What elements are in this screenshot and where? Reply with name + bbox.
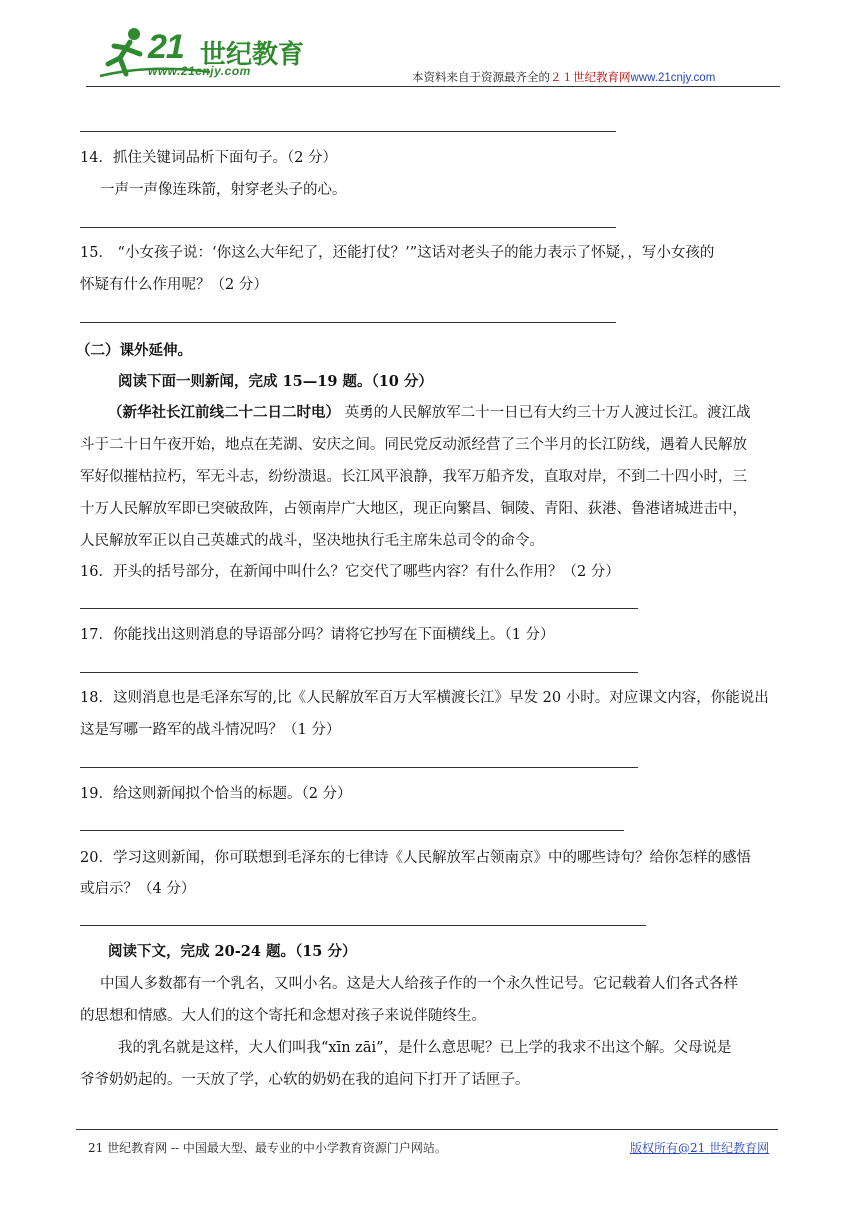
passage-para1-line2: 的思想和情感。大人们的这个寄托和念想对孩子来说伴随终生。 <box>80 1008 486 1024</box>
logo-url: www.21cnjy.com <box>148 64 251 78</box>
header-divider <box>86 86 780 87</box>
news-line-5: 人民解放军正以自己英雄式的战斗，坚决地执行毛主席朱总司令的命令。 <box>80 533 544 549</box>
question-18-line2: 这是写哪一路军的战斗情况吗？（1 分） <box>80 722 341 738</box>
question-18-line1: 18．这则消息也是毛泽东写的,比《人民解放军百万大军横渡长江》早发 20 小时。对应课文内容，你能说出 <box>80 690 769 706</box>
header-note <box>412 69 715 85</box>
question-20-line1: 20．学习这则新闻，你可联想到毛泽东的七律诗《人民解放军占领南京》中的哪些诗句？给你怎样的感悟 <box>80 850 751 866</box>
passage-para2-line1: 我的乳名就是这样，大人们叫我“xīn zāi”，是什么意思呢？已上学的我求不出这个解。父母说是 <box>118 1040 732 1056</box>
answer-line-q20[interactable] <box>80 925 646 926</box>
answer-line-q15[interactable] <box>80 322 616 323</box>
answer-line-q18[interactable] <box>80 767 638 768</box>
section-2-instruction-text: 阅读下面一则新闻，完成 15—19 题。（10 分） <box>118 373 433 390</box>
news-dateline: （新华社长江前线二十二日二时电） <box>108 404 340 421</box>
question-19: 19．给这则新闻拟个恰当的标题。（2 分） <box>80 786 352 802</box>
answer-line-q13[interactable] <box>80 131 616 132</box>
news-line-4: 十万人民解放军即已突破敌阵，占领南岸广大地区，现正向繁昌、铜陵、青阳、荻港、鲁港诸城进击中， <box>80 501 747 517</box>
news-line-2: 斗于二十日午夜开始，地点在芜湖、安庆之间。同民党反动派经营了三个半月的长江防线，遇着人民解放 <box>80 437 747 453</box>
answer-line-q17[interactable] <box>80 672 638 673</box>
question-14: 14．抓住关键词品析下面句子。（2 分） <box>80 150 338 166</box>
news-line-3: 军好似摧枯拉朽，军无斗志，纷纷溃退。长江风平浪静，我军万船齐发，直取对岸，不到二十四小时，三 <box>80 469 747 485</box>
news-line-1-text: 英勇的人民解放军二十一日已有大约三十万人渡过长江。渡江战 <box>344 405 751 421</box>
passage-para2-line2: 爷爷奶奶起的。一天放了学，心软的奶奶在我的追问下打开了话匣子。 <box>80 1072 530 1088</box>
question-20-line2: 或启示？（4 分） <box>80 881 196 897</box>
header-note-brand: ２１世纪教育网 <box>550 70 631 84</box>
section-3-instruction: 阅读下文，完成 20-24 题。（15 分） <box>108 943 357 960</box>
question-16: 16．开头的括号部分，在新闻中叫什么？它交代了哪些内容？有什么作用？（2 分） <box>80 564 620 580</box>
passage-para1-line1: 中国人多数都有一个乳名，又叫小名。这是大人给孩子作的一个永久性记号。它记载着人们各式各样 <box>100 976 738 992</box>
question-15-line2: 怀疑有什么作用呢？（2 分） <box>80 277 268 293</box>
footer-text: 21 世纪教育网 -- 中国最大型、最专业的中小学教育资源门户网站。 <box>88 1141 447 1155</box>
footer-divider <box>76 1129 778 1130</box>
section-2-instruction <box>118 372 433 392</box>
header-note-url[interactable]: www.21cnjy.com <box>630 72 716 84</box>
footer-copyright-link[interactable]: 版权所有@21 世纪教育网 <box>630 1141 770 1155</box>
logo-text: 世纪教育 <box>200 40 305 70</box>
answer-line-q14[interactable] <box>80 227 616 228</box>
answer-line-q19[interactable] <box>80 830 624 831</box>
answer-line-q16[interactable] <box>80 608 638 609</box>
header-note-prefix: 本资料来自于资源最齐全的 <box>412 70 550 84</box>
section-2-heading: （二）课外延伸。 <box>76 342 192 359</box>
question-17: 17．你能找出这则消息的导语部分吗？请将它抄写在下面横线上。（1 分） <box>80 627 555 643</box>
news-line-1 <box>108 403 751 423</box>
question-15-line1: 15． “小女孩子说：‘你这么大年纪了，还能打仗？’”这话对老头子的能力表示了怀疑，，写小女孩的 <box>80 245 715 261</box>
logo-number: 21 <box>148 28 184 66</box>
question-14-sentence: 一声一声像连珠箭，射穿老头子的心。 <box>100 182 347 198</box>
